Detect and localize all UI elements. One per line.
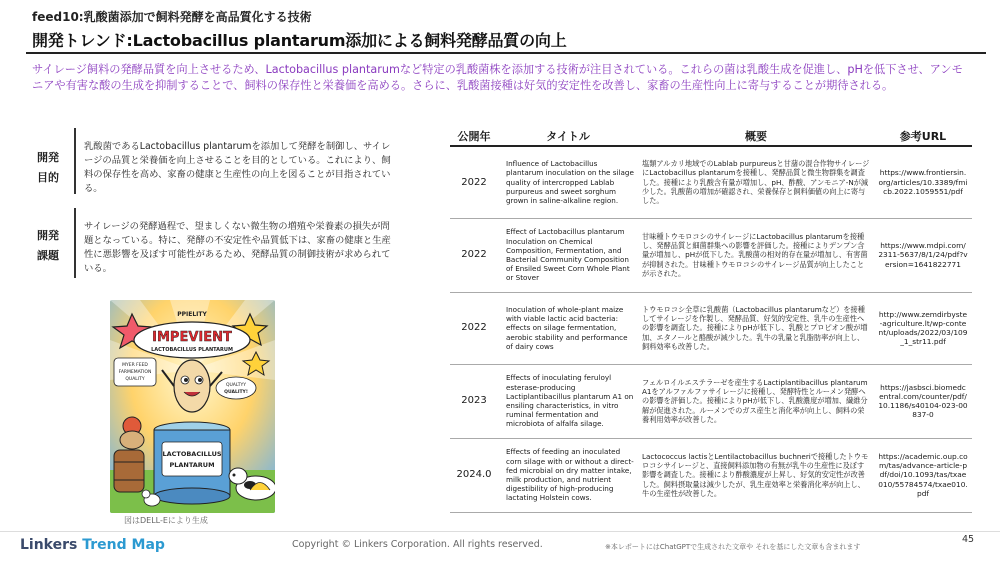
illus-text-8: LACTOBACILLUS xyxy=(162,450,222,458)
brand-logo xyxy=(20,537,165,553)
cell-year: 2024.0 xyxy=(450,438,498,512)
illus-text-2: LACTOBACILLUS PLANTARUM xyxy=(151,347,233,353)
section-purpose xyxy=(32,128,397,194)
illus-text-0: PPIELITY xyxy=(177,311,207,318)
copyright: Copyright © Linkers Corporation. All rights reserved. xyxy=(292,539,543,550)
illus-text-3: MYER FEED xyxy=(122,363,148,368)
illustration-image xyxy=(110,300,275,513)
cell-title: Inoculation of whole-plant maize with viable lactic acid bacteria: effects on silage fermentation, aerobic stability and performance of dairy cows xyxy=(498,292,638,364)
cell-year: 2022 xyxy=(450,218,498,292)
section-purpose-label xyxy=(32,148,64,188)
header-url: 参考URL xyxy=(874,128,972,146)
reference-table xyxy=(450,128,972,513)
illustration-caption: 図はDELL-Eにより生成 xyxy=(124,516,208,525)
table-row xyxy=(450,218,972,292)
footer-divider xyxy=(0,531,1000,532)
table-row xyxy=(450,364,972,438)
illus-text-1: IMPEVIENT xyxy=(152,330,232,345)
header-title: タイトル xyxy=(498,128,638,146)
section-challenge-label-line1: 開発 xyxy=(37,229,59,242)
cell-year: 2022 xyxy=(450,146,498,218)
header-year: 公開年 xyxy=(450,128,498,146)
section-challenge xyxy=(32,208,397,278)
brand-logo-part1: Linkers xyxy=(20,537,83,553)
intro-summary: サイレージ飼料の発酵品質を向上させるため、Lactobacillus plantarumなど特定の乳酸菌株を添加する技術が注目されている。これらの菌は乳酸生成を促進し、pHを低下させ、アンモニアや有害な酸の生成を抑制することで、飼料の保存性と栄養価を高める。さらに、乳酸菌接種は好気的安定性を改善し、家畜の生産性向上に寄与することが期待される。 xyxy=(32,63,963,92)
section-challenge-label-line2: 課題 xyxy=(37,249,59,262)
cell-url-link[interactable]: http://www.zemdirbyste-agriculture.lt/wp-content/uploads/2022/03/109_1_str11.pdf xyxy=(874,292,972,364)
cell-summary: フェルロイルエステラーゼを産生するLactiplantibacillus plantarum A1をアルファルファサイレージに接種し、発酵特性とルーメン発酵への影響を評価した。接種によりpHが低下し、乳酸濃度が増加、繊維分解が促進された。ルーメンでのガス産生と消化率が向上し、飼料の栄養利用効率が改善した。 xyxy=(638,364,874,438)
title-divider xyxy=(26,52,986,54)
cell-title: Effects of feeding an inoculated corn silage with or without a direct-fed microbial on dry matter intake, milk production, and nutrient digestibility of high-producing lactating Holstein cows. xyxy=(498,438,638,512)
section-challenge-label xyxy=(32,226,64,266)
table-row xyxy=(450,146,972,218)
cell-url-link[interactable]: https://www.mdpi.com/2311-5637/8/1/24/pdf?version=1641822771 xyxy=(874,218,972,292)
table-row xyxy=(450,438,972,512)
illus-text-5: QUALITY xyxy=(125,377,145,382)
section-challenge-text: サイレージの発酵過程で、望ましくない微生物の増殖や栄養素の損失が問題となっている。特に、発酵の不安定性や品質低下は、家畜の健康と生産性に悪影響を及ぼす可能性があるため、発酵品質の制御技術が求められている。 xyxy=(84,221,391,274)
section-purpose-text: 乳酸菌であるLactobacillus plantarumを添加して発酵を制御し、サイレージの品質と栄養価を向上させることを目的としている。これにより、飼料の保存性を高め、家畜の健康と生産性の向上を図ることが目指されている。 xyxy=(84,141,391,194)
illus-text-4: FARMEMATION xyxy=(118,370,152,375)
cell-url-link[interactable]: https://jasbsci.biomedcentral.com/counter/pdf/10.1186/s40104-023-00837-0 xyxy=(874,364,972,438)
page-title: 開発トレンド:Lactobacillus plantarum添加による飼料発酵品質の向上 xyxy=(32,31,567,50)
cell-summary: 甘味種トウモロコシのサイレージにLactobacillus plantarumを接種し、発酵品質と細菌群集への影響を評価した。接種によりデンプン含量が増加し、pHが低下した。乳酸菌の相対的存在量が増加し、有害菌が抑制された。甘味種トウモロコシのサイレージ品質が向上したことが示された。 xyxy=(638,218,874,292)
cell-url-link[interactable]: https://academic.oup.com/tas/advance-article-pdf/doi/10.1093/tas/txae010/55784574/txae010.pdf xyxy=(874,438,972,512)
cell-summary: 塩類アルカリ地域でのLablab purpureusと甘藷の混合作物サイレージにLactobacillus plantarumを接種し、発酵品質と微生物群集を調査した。接種により乳酸含有量が増加し、pH、酢酸、アンモニア-Nが減少した。乳酸菌の増加が確認され、栄養保存と飼料価値の向上に寄与した。 xyxy=(638,146,874,218)
cell-year: 2022 xyxy=(450,292,498,364)
section-challenge-rule xyxy=(74,208,76,278)
cell-summary: トウモロコシ全草に乳酸菌（Lactobacillus plantarumなど）を接種してサイレージを作製し、発酵品質、好気的安定性、乳牛の生産性への影響を調査した。接種によりpHが低下し、乳酸とプロピオン酸が増加、エタノールと酪酸が減少した。乳牛の乳量と乳脂肪率が向上し、飼料効率も改善した。 xyxy=(638,292,874,364)
illustration-svg xyxy=(110,300,275,513)
illus-text-6: QUALTYY xyxy=(225,383,247,388)
section-purpose-rule xyxy=(74,128,76,194)
illus-text-7: QUALITY! xyxy=(224,390,248,395)
illus-text-9: PLANTARUM xyxy=(169,461,215,469)
cell-title: Influence of Lactobacillus plantarum inoculation on the silage quality of intercropped Lablab purpureus and sweet sorghum grown in saline-alkaline region. xyxy=(498,146,638,218)
cell-year: 2023 xyxy=(450,364,498,438)
section-purpose-label-line1: 開発 xyxy=(37,151,59,164)
brand-logo-part2: Trend Map xyxy=(82,537,165,553)
cell-summary: Lactococcus lactisとLentilactobacillus buchneriで接種したトウモロコシサイレージと、直接飼料添加物の有無が乳牛の生産性に及ぼす影響を調査した。接種により酢酸濃度が上昇し、好気的安定性が改善した。飼料摂取量は減少したが、乳生産効率と栄養消化率が向上し、牛の生産性が改善した。 xyxy=(638,438,874,512)
page-number: 45 xyxy=(962,534,975,545)
header-summary: 概要 xyxy=(638,128,874,146)
cell-title: Effect of Lactobacillus plantarum Inoculation on Chemical Composition, Fermentation, and Bacterial Community Composition of Ensiled Sweet Corn Whole Plant or Stover xyxy=(498,218,638,292)
section-purpose-label-line2: 目的 xyxy=(37,171,59,184)
feed-label: feed10:乳酸菌添加で飼料発酵を高品質化する技術 xyxy=(32,10,312,24)
table-row xyxy=(450,292,972,364)
cell-title: Effects of inoculating feruloyl esterase-producing Lactiplantibacillus plantarum A1 on ensiling characteristics, in vitro ruminal fermentation and microbiota of alfalfa silage. xyxy=(498,364,638,438)
chatgpt-note: ※本レポートにはChatGPTで生成された文章や それを基にした文章も含まれます xyxy=(605,543,861,551)
cell-url-link[interactable]: https://www.frontiersin.org/articles/10.3389/fmicb.2022.1059551/pdf xyxy=(874,146,972,218)
